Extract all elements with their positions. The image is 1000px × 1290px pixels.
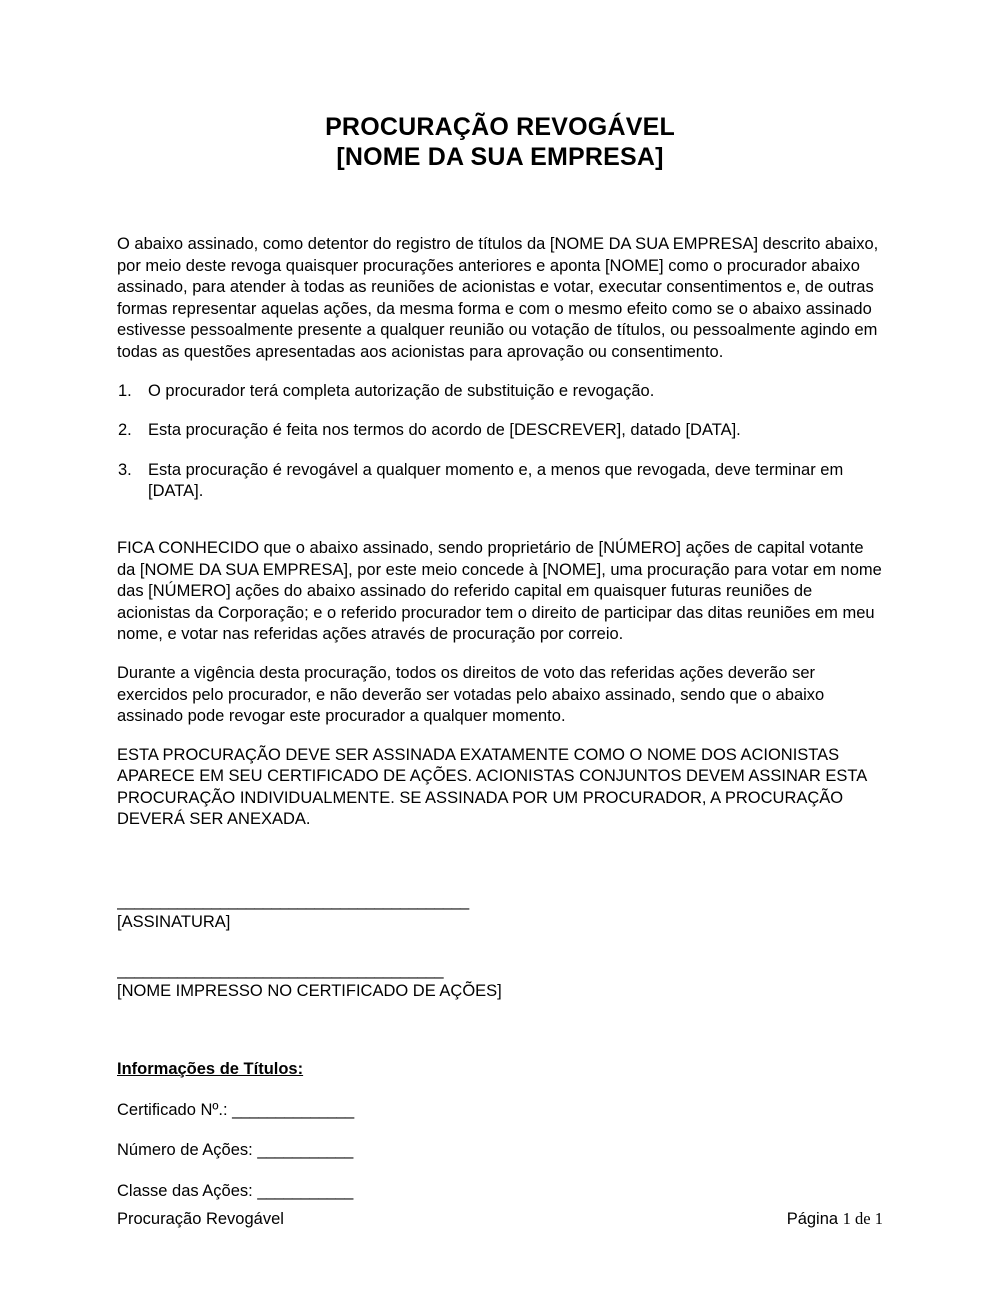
list-item-number: 2. xyxy=(118,421,132,440)
signature-section xyxy=(117,891,883,1002)
paragraph-assinatura-aviso: ESTA PROCURAÇÃO DEVE SER ASSINADA EXATAMENTE COMO O NOME DOS ACIONISTAS APARECE EM SEU CERTIFICADO DE AÇÕES. ACIONISTAS CONJUNTOS DEVEM ASSINAR ESTA PROCURAÇÃO INDIVIDUALMENTE. SE ASSINADA POR UM PROCURADOR, A PROCURAÇÃO DEVERÁ SER ANEXADA. xyxy=(117,745,867,829)
list-item-number: 1. xyxy=(118,381,132,400)
share-class-blank[interactable]: ___________ xyxy=(257,1182,353,1201)
securities-heading-wrap xyxy=(117,1059,883,1100)
footer-page-value: 1 de 1 xyxy=(842,1209,883,1228)
printed-name-rule: ______________________________________ xyxy=(117,960,443,979)
signature-spacer xyxy=(117,934,883,960)
signature-label: [ASSINATURA] xyxy=(117,913,231,932)
list-item xyxy=(117,460,883,503)
signature-rule: _________________________________________ xyxy=(117,892,469,911)
list-item-number: 3. xyxy=(118,460,132,479)
paragraph-durante-vigencia: Durante a vigência desta procuração, todos os direitos de voto das referidas ações deverão ser exercidos pelo procurador, e não deverão ser votadas pelo abaixo assinado, sendo que o abaixo assinado pode revogar este procurador a qualquer momento. xyxy=(117,663,825,726)
securities-info-heading: Informações de Títulos: xyxy=(117,1060,304,1079)
securities-field-share-count xyxy=(117,1140,883,1162)
document-title-line-2: [NOME DA SUA EMPRESA] xyxy=(336,143,664,171)
list-spacer xyxy=(117,521,883,538)
list-item xyxy=(117,420,883,442)
document-body xyxy=(117,234,883,831)
share-count-blank[interactable]: ___________ xyxy=(257,1141,353,1160)
list-item-text: Esta procuração é revogável a qualquer momento e, a menos que revogada, deve terminar em [DATA]. xyxy=(148,460,844,501)
certificate-number-blank[interactable]: ______________ xyxy=(232,1100,354,1119)
list-item-text: Esta procuração é feita nos termos do acordo de [DESCREVER], datado [DATA]. xyxy=(148,421,741,440)
footer-document-name: Procuração Revogável xyxy=(117,1210,284,1228)
document-content xyxy=(117,0,883,1222)
title-block xyxy=(117,0,883,172)
intro-paragraph: O abaixo assinado, como detentor do registro de títulos da [NOME DA SUA EMPRESA] descrito abaixo, por meio deste revoga quaisquer procurações anteriores e aponta [NOME] como o procurador abaixo assinado, para atender à todas as reuniões de acionistas e votar, executar consentimentos e, de outras formas representar aquelas ações, da mesma forma e com o mesmo efeito como se o abaixo assinado estivesse pessoalmente presente a qualquer reunião ou votação de títulos, ou pessoalmente agindo em todas as questões apresentadas aos acionistas para aprovação ou consentimento. xyxy=(117,235,879,361)
certificate-number-label: Certificado Nº.: xyxy=(117,1100,233,1119)
securities-field-share-class xyxy=(117,1181,883,1203)
share-count-label: Número de Ações: xyxy=(117,1141,258,1160)
footer-page-number xyxy=(787,1209,883,1229)
numbered-clause-list xyxy=(117,381,883,503)
paragraph-fica-conhecido: FICA CONHECIDO que o abaixo assinado, sendo proprietário de [NÚMERO] ações de capital votante da [NOME DA SUA EMPRESA], por este meio concede à [NOME], uma procuração para votar em nome das [NÚMERO] ações do abaixo assinado do referido capital em quaisquer futuras reuniões de acionistas da Corporação; e o referido procurador tem o direito de participar das ditas reuniões em meu nome, e votar nas referidas ações através de procuração por correio. xyxy=(117,538,882,644)
share-class-label: Classe das Ações: xyxy=(117,1182,258,1201)
list-item xyxy=(117,381,883,403)
document-title-line-1: PROCURAÇÃO REVOGÁVEL xyxy=(325,113,675,141)
footer-page-word: Página xyxy=(786,1210,843,1228)
list-item-text: O procurador terá completa autorização de substituição e revogação. xyxy=(148,381,655,400)
printed-name-label: [NOME IMPRESSO NO CERTIFICADO DE AÇÕES] xyxy=(117,981,502,1000)
securities-info-section xyxy=(117,1059,883,1202)
securities-field-certificate xyxy=(117,1100,883,1122)
page-footer xyxy=(117,1209,883,1229)
